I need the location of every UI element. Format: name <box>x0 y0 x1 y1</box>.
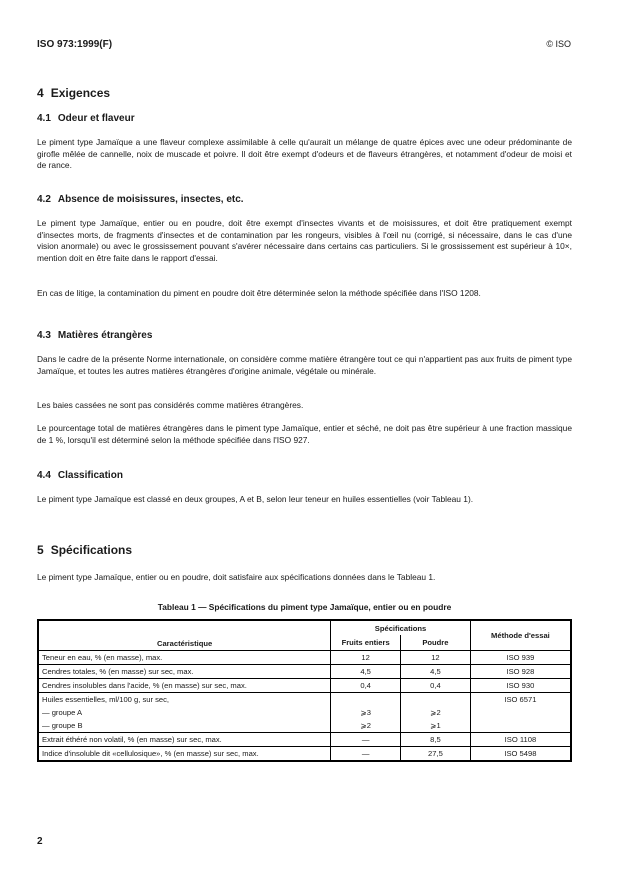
cell-powder: 0,4 <box>401 678 471 692</box>
section-number: 5 <box>37 543 44 557</box>
paragraph-4-4: Le piment type Jamaïque est classé en deux groupes, A et B, selon leur teneur en huiles essentielles (voir Tableau 1). <box>37 494 474 504</box>
method-label: ISO 6571 <box>504 694 537 704</box>
cell-method <box>470 692 571 732</box>
section-title: Odeur et flaveur <box>57 113 135 124</box>
column-header-method: Méthode d'essai <box>470 620 571 650</box>
section-5-heading <box>37 543 132 557</box>
table-row-essential-oils <box>38 692 571 732</box>
section-number: 4.3 <box>37 330 51 341</box>
column-header-specifications: Spécifications <box>331 620 471 635</box>
group-a-label: — groupe A <box>42 707 83 717</box>
column-header-powder: Poudre <box>401 635 471 650</box>
cell-method: ISO 930 <box>470 678 571 692</box>
section-4-heading <box>37 86 110 100</box>
specifications-table <box>37 619 572 762</box>
page-number: 2 <box>37 836 43 847</box>
section-title: Absence de moisissures, insectes, etc. <box>57 194 244 205</box>
section-title: Exigences <box>50 86 111 100</box>
cell-method: ISO 5498 <box>470 746 571 761</box>
section-number: 4.2 <box>37 194 51 205</box>
table-caption: Tableau 1 — Spécifications du piment type Jamaïque, entier ou en poudre <box>157 602 452 612</box>
section-title: Matières étrangères <box>57 330 153 341</box>
section-title: Classification <box>57 470 123 481</box>
table-row <box>38 650 571 664</box>
column-header-characteristic: Caractéristique <box>38 620 331 650</box>
table-row <box>38 732 571 746</box>
cell-whole: — <box>331 746 401 761</box>
cell-powder: 27,5 <box>401 746 471 761</box>
cell-characteristic: Cendres insolubles dans l'acide, % (en masse) sur sec, max. <box>38 678 331 692</box>
paragraph-4-3-2: Les baies cassées ne sont pas considérés comme matières étrangères. <box>37 400 304 410</box>
cell-characteristic <box>38 692 331 732</box>
group-b-whole: ⩾2 <box>360 720 371 730</box>
column-header-whole: Fruits entiers <box>331 635 401 650</box>
cell-powder: 4,5 <box>401 664 471 678</box>
paragraph-4-2-1: Le piment type Jamaïque, entier ou en poudre, doit être exempt d'insectes vivants et de moisissures, et doit être pratiquement exempt d'insectes morts, de fragments d'insectes et de contamination par les rongeurs, visibles à l'œil nu (corrigé, si nécessaire, dans le cas d'une vision anormale) ou avec le grossissement pouvant s'avérer nécessaire dans certains cas particuliers. Si le grossissement est supérieur à 10×, mention doit en être faite dans le rapport d'essai. <box>37 218 572 263</box>
table-row <box>38 664 571 678</box>
cell-powder: 12 <box>401 650 471 664</box>
cell-whole: 0,4 <box>331 678 401 692</box>
section-4-1-heading <box>37 113 135 124</box>
group-a-powder: ⩾2 <box>430 707 441 717</box>
cell-whole: — <box>331 732 401 746</box>
cell-characteristic: Teneur en eau, % (en masse), max. <box>38 650 331 664</box>
table-row <box>38 678 571 692</box>
cell-powder <box>401 692 471 732</box>
document-id: ISO 973:1999(F) <box>37 39 113 50</box>
group-b-label: — groupe B <box>42 720 83 730</box>
cell-method: ISO 1108 <box>470 732 571 746</box>
group-b-powder: ⩾1 <box>430 720 441 730</box>
cell-characteristic: Extrait éthéré non volatil, % (en masse) sur sec, max. <box>38 732 331 746</box>
section-title: Spécifications <box>50 543 133 557</box>
cell-method: ISO 939 <box>470 650 571 664</box>
section-number: 4.1 <box>37 113 51 124</box>
section-number: 4 <box>37 86 44 100</box>
cell-whole <box>331 692 401 732</box>
section-4-2-heading <box>37 194 244 205</box>
paragraph-4-1: Le piment type Jamaïque a une flaveur complexe assimilable à celle qu'aurait un mélange de quatre épices avec une odeur prédominante de girofle mêlée de cannelle, noix de muscade et poivre. Il doit être exempt d'odeurs et de flaveurs étrangères, et notamment d'odeur de moisi et de rance. <box>37 137 572 170</box>
group-a-whole: ⩾3 <box>360 707 371 717</box>
cell-powder: 8,5 <box>401 732 471 746</box>
cell-characteristic: Cendres totales, % (en masse) sur sec, max. <box>38 664 331 678</box>
paragraph-5: Le piment type Jamaïque, entier ou en poudre, doit satisfaire aux spécifications données dans le Tableau 1. <box>37 572 436 582</box>
cell-whole: 4,5 <box>331 664 401 678</box>
paragraph-4-3-1: Dans le cadre de la présente Norme internationale, on considère comme matière étrangère tout ce qui n'appartient pas aux fruits de piment type Jamaïque, et toutes les autres matières étrangères d'origine animale, végétale ou minérale. <box>37 354 572 376</box>
paragraph-4-3-3: Le pourcentage total de matières étrangères dans le piment type Jamaïque, entier et séché, ne doit pas être supérieur à une fraction massique de 1 %, lorsqu'il est déterminé selon la méthode spécifiée dans l'ISO 927. <box>37 423 572 445</box>
cell-method: ISO 928 <box>470 664 571 678</box>
paragraph-4-2-2: En cas de litige, la contamination du piment en poudre doit être déterminée selon la méthode spécifiée dans l'ISO 1208. <box>37 288 481 298</box>
table-row <box>38 746 571 761</box>
section-4-4-heading <box>37 470 123 481</box>
characteristic-label: Huiles essentielles, ml/100 g, sur sec, <box>42 694 170 704</box>
section-number: 4.4 <box>37 470 51 481</box>
cell-characteristic: Indice d'insoluble dit «cellulosique», % (en masse) sur sec, max. <box>38 746 331 761</box>
section-4-3-heading <box>37 330 152 341</box>
cell-whole: 12 <box>331 650 401 664</box>
copyright-notice: © ISO <box>546 39 571 49</box>
